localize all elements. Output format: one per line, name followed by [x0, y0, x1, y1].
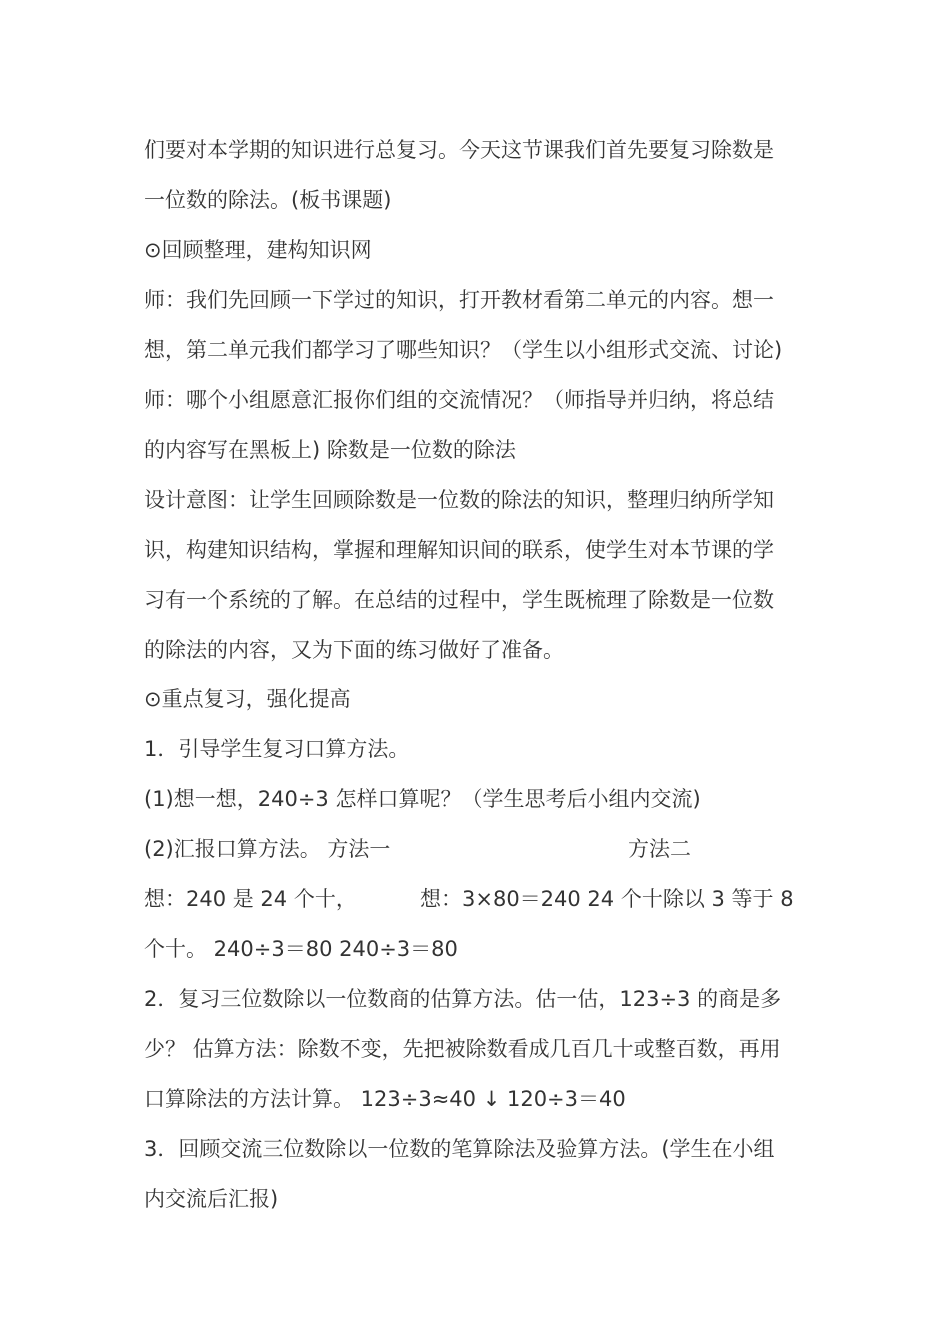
text-line: 设计意图：让学生回顾除数是一位数的除法的知识，整理归纳所学知	[144, 488, 774, 512]
method-one-text: (2)汇报口算方法。 方法一	[144, 837, 391, 861]
text-line: 1．引导学生复习口算方法。	[144, 737, 410, 761]
method-two-detail: 想：3×80＝240 24 个十除以 3 等于 8	[420, 887, 794, 911]
text-line: 想，第二单元我们都学习了哪些知识？（学生以小组形式交流、讨论)	[144, 338, 783, 362]
text-line: 少？ 估算方法：除数不变，先把被除数看成几百几十或整百数，再用	[144, 1037, 781, 1061]
method-one-detail: 想：240 是 24 个十，	[144, 887, 357, 911]
text-line: 一位数的除法。(板书课题)	[144, 188, 392, 212]
text-line: 师：我们先回顾一下学过的知识，打开教材看第二单元的内容。想一	[144, 288, 774, 312]
text-line: 个十。 240÷3＝80 240÷3＝80	[144, 937, 458, 961]
section-heading: ⊙回顾整理，建构知识网	[144, 238, 372, 262]
method-two-label: 方法二	[628, 837, 691, 861]
text-line: 3．回顾交流三位数除以一位数的笔算除法及验算方法。(学生在小组	[144, 1137, 775, 1161]
text-line: 习有一个系统的了解。在总结的过程中，学生既梳理了除数是一位数	[144, 588, 774, 612]
text-line: 的内容写在黑板上) 除数是一位数的除法	[144, 438, 516, 462]
text-line: 师：哪个小组愿意汇报你们组的交流情况？（师指导并归纳，将总结	[144, 388, 774, 412]
section-heading: ⊙重点复习，强化提高	[144, 687, 351, 711]
text-line: 口算除法的方法计算。 123÷3≈40 ↓ 120÷3＝40	[144, 1087, 626, 1111]
text-line: 识，构建知识结构，掌握和理解知识间的联系，使学生对本节课的学	[144, 538, 774, 562]
text-line: 的除法的内容，又为下面的练习做好了准备。	[144, 638, 564, 662]
text-line: 2．复习三位数除以一位数商的估算方法。估一估，123÷3 的商是多	[144, 987, 782, 1011]
text-line: 们要对本学期的知识进行总复习。今天这节课我们首先要复习除数是	[144, 138, 774, 162]
text-line: 内交流后汇报)	[144, 1187, 279, 1211]
text-line: (1)想一想，240÷3 怎样口算呢？（学生思考后小组内交流)	[144, 787, 701, 811]
